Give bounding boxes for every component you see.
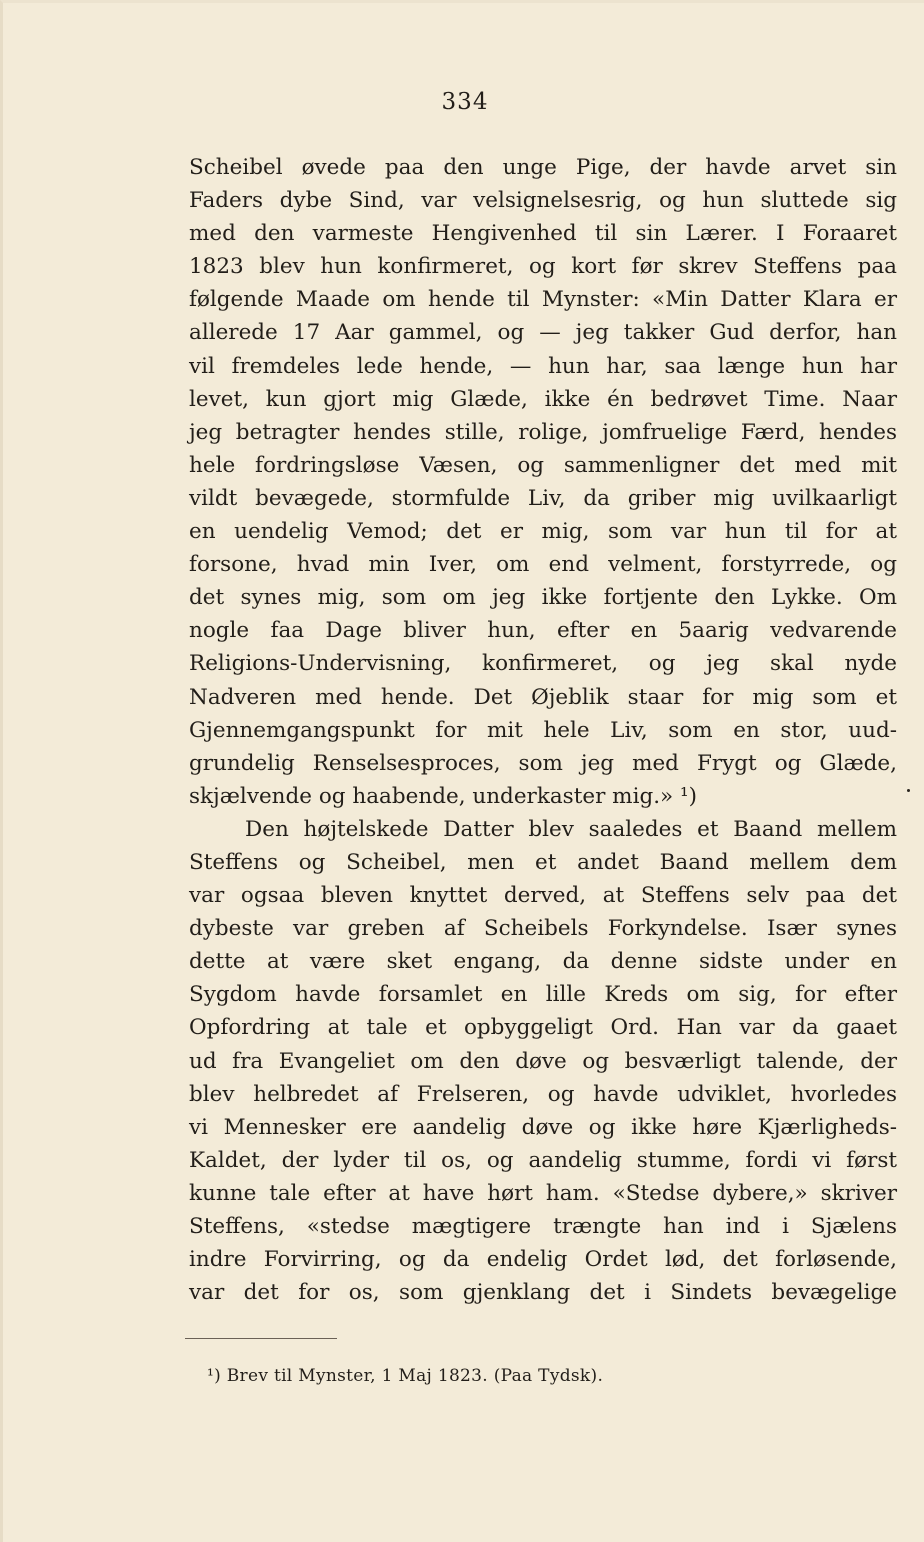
text-line: Faders dybe Sind, var velsignelsesrig, og hun sluttede sig	[189, 188, 897, 214]
text-line: dette at være sket engang, da denne sidste under en	[189, 949, 897, 975]
body-text	[189, 151, 897, 1309]
text-line: 1823 blev hun konfirmeret, og kort før skrev Steffens paa	[189, 254, 897, 280]
text-line: skjælvende og haabende, underkaster mig.» ¹)	[189, 783, 698, 809]
text-line: indre Forvirring, og da endelig Ordet lød, det forløsende,	[189, 1247, 897, 1273]
text-line: kunne tale efter at have hørt ham. «Stedse dybere,» skriver	[189, 1180, 897, 1206]
text-line: Opfordring at tale et opbyggeligt Ord. Han var da gaaet	[189, 1015, 897, 1041]
text-line: Steffens og Scheibel, men et andet Baand mellem dem	[189, 849, 897, 875]
text-line: grundelig Renselsesproces, som jeg med Frygt og Glæde,	[189, 750, 897, 776]
text-line: dybeste var greben af Scheibels Forkyndelse. Især synes	[189, 916, 897, 942]
text-line: det synes mig, som om jeg ikke fortjente den Lykke. Om	[189, 585, 897, 611]
text-line: Scheibel øvede paa den unge Pige, der havde arvet sin	[189, 155, 897, 180]
text-line: levet, kun gjort mig Glæde, ikke én bedrøvet Time. Naar	[189, 386, 897, 412]
text-line: vi Mennesker ere aandelig døve og ikke høre Kjærligheds-	[189, 1114, 897, 1140]
text-line: Den højtelskede Datter blev saaledes et Baand mellem	[245, 816, 897, 842]
footnote: ¹) Brev til Mynster, 1 Maj 1823. (Paa Tydsk).	[207, 1366, 604, 1386]
text-line: med den varmeste Hengivenhed til sin Lærer. I Foraaret	[189, 221, 897, 247]
text-line: Nadveren med hende. Det Øjeblik staar for mig som et	[189, 684, 897, 710]
text-line: en uendelig Vemod; det er mig, som var hun til for at	[189, 519, 897, 545]
text-line: Gjennemgangspunkt for mit hele Liv, som en stor, uud-	[189, 717, 897, 743]
text-line: vil fremdeles lede hende, — hun har, saa længe hun har	[189, 353, 897, 379]
text-line: Steffens, «stedse mægtigere trængte han ind i Sjælens	[189, 1214, 897, 1239]
text-line: Kaldet, der lyder til os, og aandelig stumme, fordi vi først	[189, 1147, 897, 1173]
text-line: blev helbredet af Frelseren, og havde udviklet, hvorledes	[189, 1081, 897, 1107]
page-number: 334	[441, 89, 489, 115]
footnote-rule	[185, 1338, 337, 1339]
text-line: vildt bevægede, stormfulde Liv, da griber mig uvilkaarligt	[189, 485, 897, 511]
text-line: ud fra Evangeliet om den døve og besværligt talende, der	[189, 1048, 897, 1074]
text-line: hele fordringsløse Væsen, og sammenligner det med mit	[189, 452, 897, 478]
text-line: jeg betragter hendes stille, rolige, jomfruelige Færd, hendes	[189, 419, 897, 445]
text-line: Religions-Undervisning, konfirmeret, og jeg skal nyde	[189, 651, 897, 677]
text-line: allerede 17 Aar gammel, og — jeg takker Gud derfor, han	[189, 320, 897, 346]
text-line: forsone, hvad min Iver, om end velment, forstyrrede, og	[189, 552, 897, 578]
text-line: Sygdom havde forsamlet en lille Kreds om sig, for efter	[189, 982, 897, 1008]
text-line: følgende Maade om hende til Mynster: «Min Datter Klara er	[189, 287, 897, 313]
ink-speck	[907, 789, 910, 792]
text-line: nogle faa Dage bliver hun, efter en 5aarig vedvarende	[189, 618, 897, 644]
text-line: var ogsaa bleven knyttet derved, at Steffens selv paa det	[189, 883, 897, 909]
text-line: var det for os, som gjenklang det i Sindets bevægelige	[189, 1280, 897, 1306]
